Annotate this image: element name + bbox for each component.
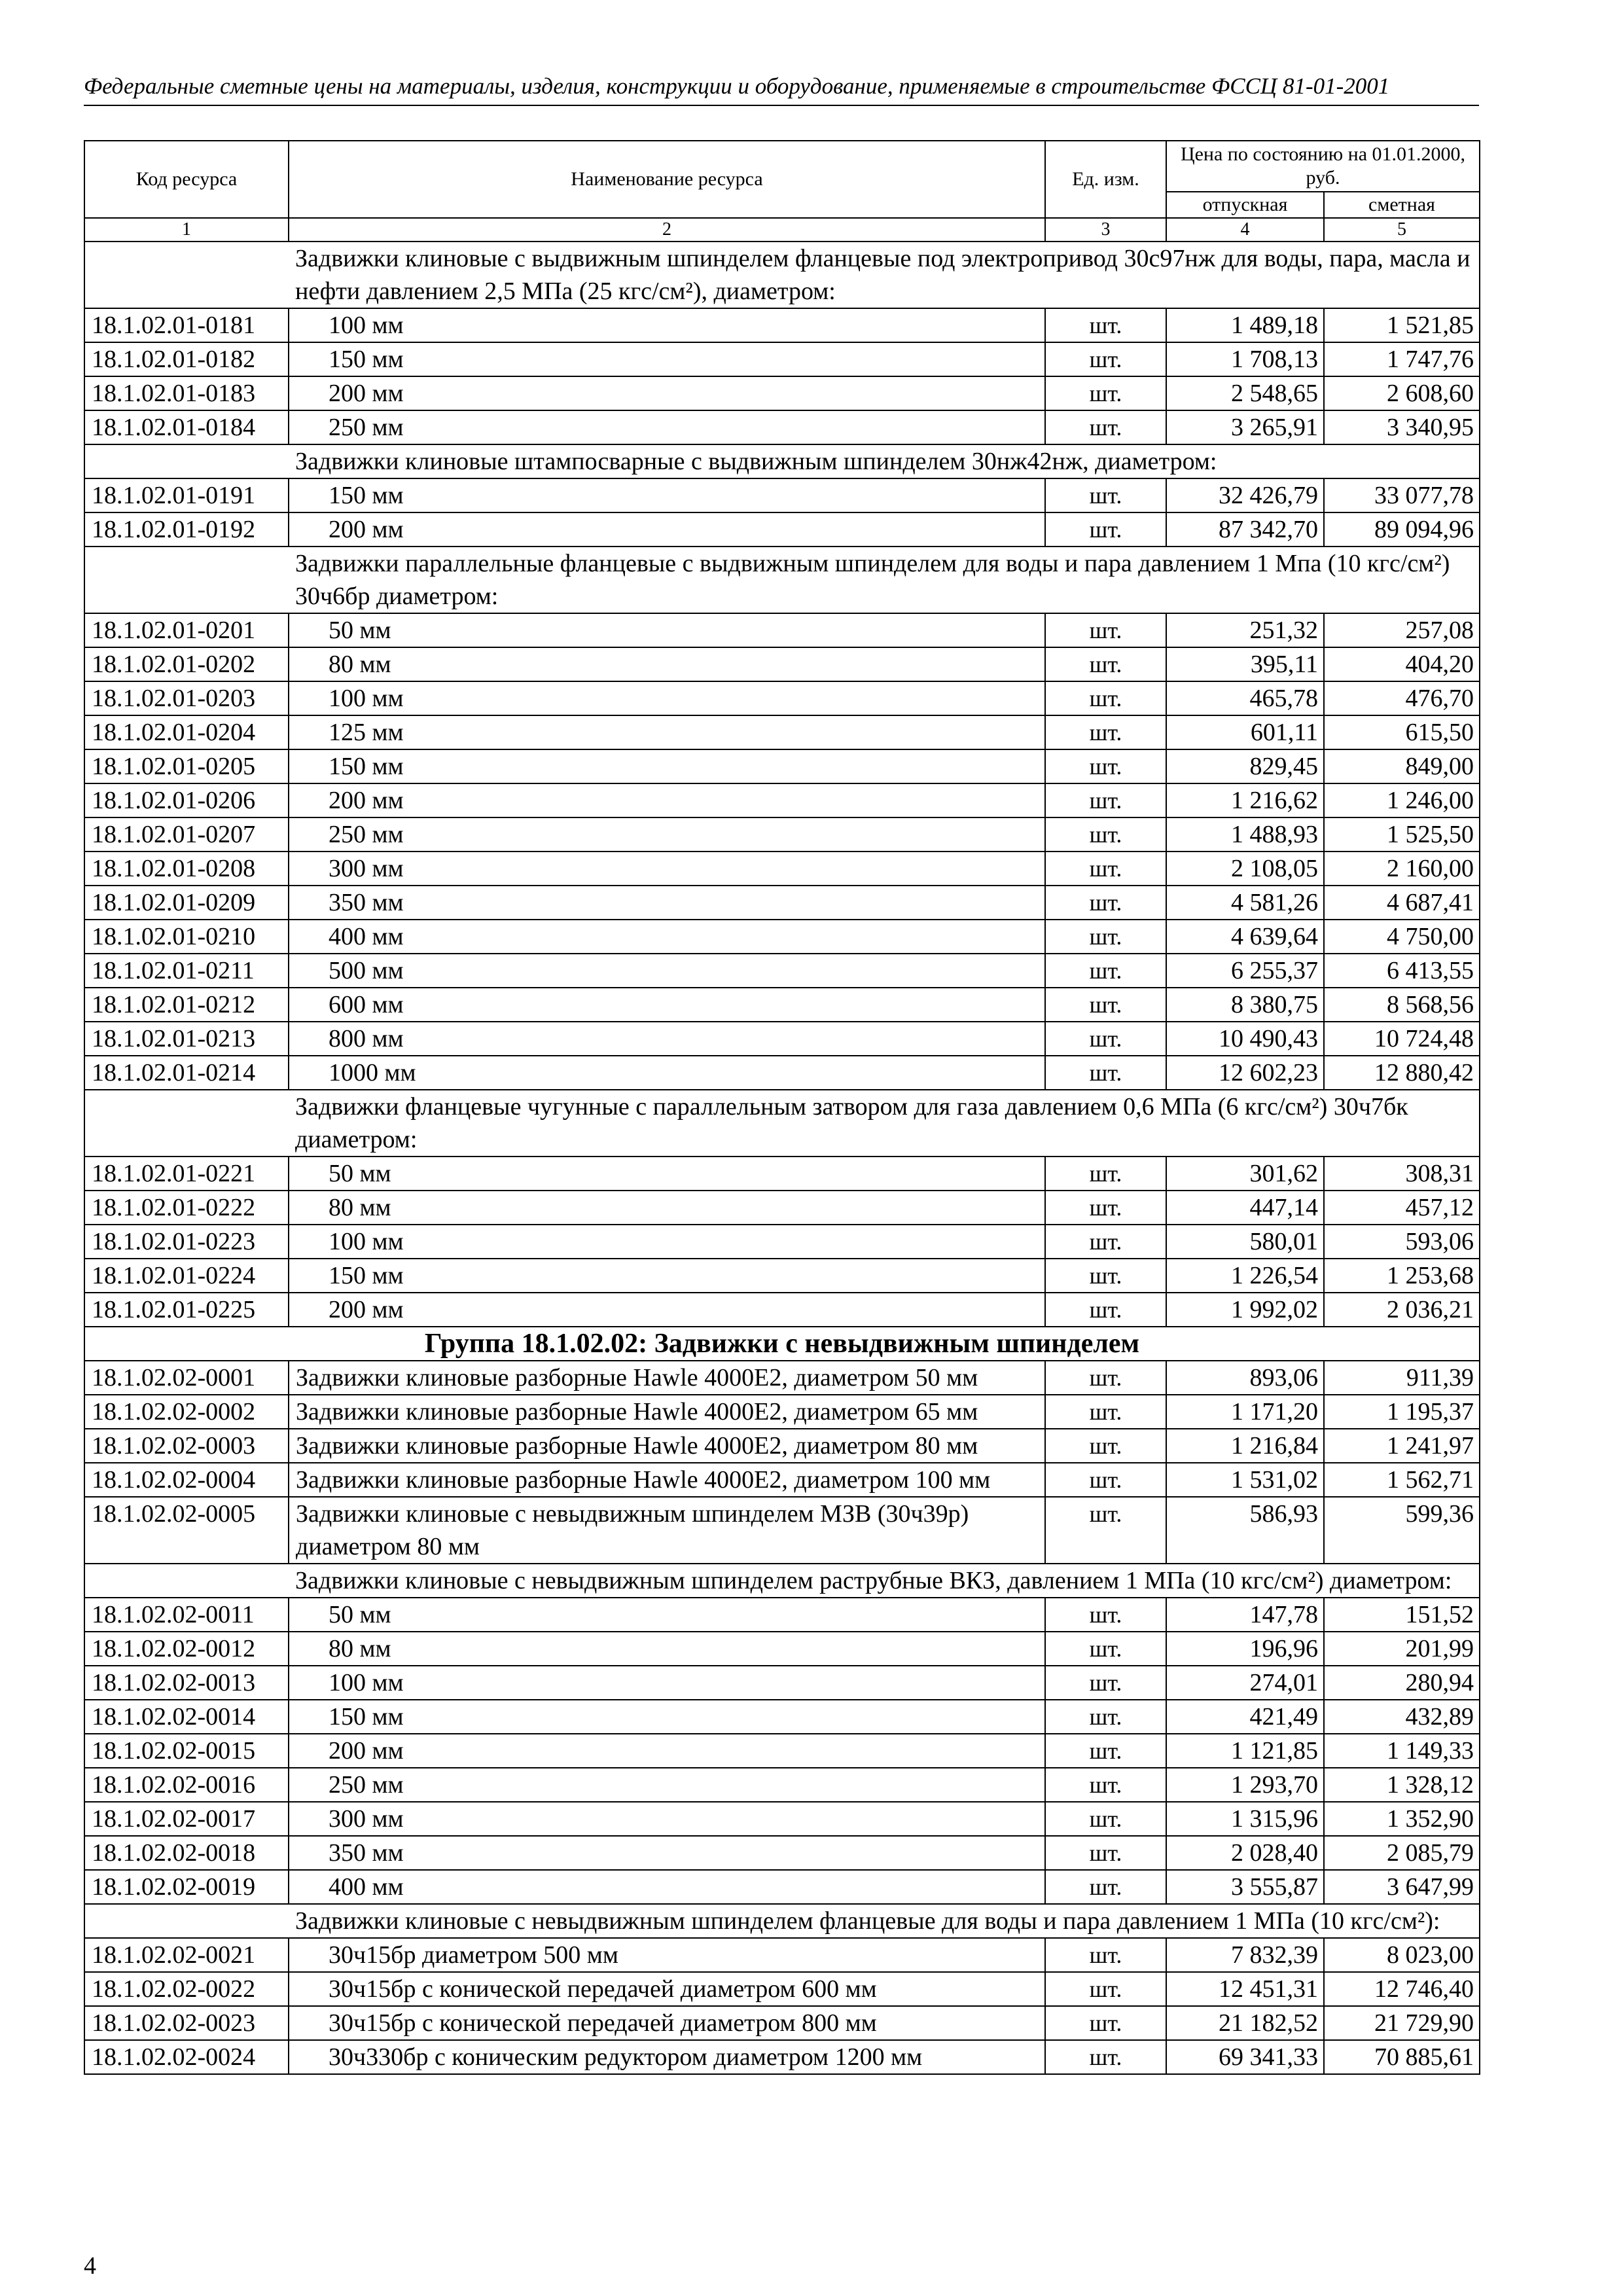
resource-name: Задвижки клиновые разборные Hawle 4000E2, диаметром 65 мм — [289, 1395, 1045, 1429]
estimate-price: 593,06 — [1324, 1225, 1480, 1259]
estimate-price: 12 880,42 — [1324, 1056, 1480, 1090]
resource-name: 150 мм — [289, 478, 1045, 512]
resource-code: 18.1.02.01-0224 — [84, 1259, 289, 1293]
estimate-price: 308,31 — [1324, 1157, 1480, 1191]
estimate-price: 911,39 — [1324, 1361, 1480, 1395]
table-row — [84, 1632, 1480, 1666]
table-row — [84, 1802, 1480, 1836]
resource-name: 350 мм — [289, 886, 1045, 920]
resource-name: 150 мм — [289, 1259, 1045, 1293]
table-row — [84, 1293, 1480, 1327]
table-row — [84, 886, 1480, 920]
unit: шт. — [1045, 954, 1166, 988]
table-row — [84, 1497, 1480, 1564]
table-row — [84, 988, 1480, 1022]
resource-code: 18.1.02.02-0015 — [84, 1734, 289, 1768]
estimate-price: 12 746,40 — [1324, 1972, 1480, 2006]
estimate-price: 2 160,00 — [1324, 852, 1480, 886]
unit: шт. — [1045, 783, 1166, 817]
estimate-price: 1 241,97 — [1324, 1429, 1480, 1463]
table-row — [84, 1836, 1480, 1870]
unit: шт. — [1045, 1802, 1166, 1836]
resource-name: 150 мм — [289, 749, 1045, 783]
resource-code: 18.1.02.02-0019 — [84, 1870, 289, 1904]
resource-name: 30ч15бр с конической передачей диаметром 600 мм — [289, 1972, 1045, 2006]
resource-name: 50 мм — [289, 1157, 1045, 1191]
column-number: 4 — [1166, 218, 1324, 242]
unit: шт. — [1045, 1463, 1166, 1497]
resource-code: 18.1.02.02-0001 — [84, 1361, 289, 1395]
table-row — [84, 1938, 1480, 1972]
empty-cell — [84, 547, 289, 613]
unit: шт. — [1045, 1870, 1166, 1904]
release-price: 2 548,65 — [1166, 376, 1324, 410]
table-row — [84, 1191, 1480, 1225]
unit: шт. — [1045, 852, 1166, 886]
unit: шт. — [1045, 886, 1166, 920]
unit: шт. — [1045, 647, 1166, 681]
release-price: 580,01 — [1166, 1225, 1324, 1259]
header-estimate-price: сметная — [1324, 192, 1480, 218]
table-row — [84, 783, 1480, 817]
section-row — [84, 547, 1480, 613]
release-price: 893,06 — [1166, 1361, 1324, 1395]
table-row — [84, 512, 1480, 547]
table-row — [84, 920, 1480, 954]
release-price: 251,32 — [1166, 613, 1324, 647]
estimate-price: 1 246,00 — [1324, 783, 1480, 817]
resource-name: Задвижки клиновые с невыдвижным шпинделем МЗВ (30ч39р) диаметром 80 мм — [289, 1497, 1045, 1564]
estimate-price: 89 094,96 — [1324, 512, 1480, 547]
release-price: 1 293,70 — [1166, 1768, 1324, 1802]
section-row — [84, 242, 1480, 308]
table-row — [84, 1700, 1480, 1734]
resource-code: 18.1.02.01-0221 — [84, 1157, 289, 1191]
estimate-price: 1 195,37 — [1324, 1395, 1480, 1429]
release-price: 10 490,43 — [1166, 1022, 1324, 1056]
estimate-price: 3 340,95 — [1324, 410, 1480, 444]
resource-name: 30ч15бр с конической передачей диаметром 800 мм — [289, 2006, 1045, 2040]
release-price: 447,14 — [1166, 1191, 1324, 1225]
unit: шт. — [1045, 1361, 1166, 1395]
resource-code: 18.1.02.01-0223 — [84, 1225, 289, 1259]
estimate-price: 432,89 — [1324, 1700, 1480, 1734]
resource-code: 18.1.02.02-0022 — [84, 1972, 289, 2006]
resource-code: 18.1.02.01-0202 — [84, 647, 289, 681]
resource-name: 50 мм — [289, 1598, 1045, 1632]
release-price: 3 265,91 — [1166, 410, 1324, 444]
price-table — [84, 140, 1480, 2075]
table-row — [84, 1598, 1480, 1632]
unit: шт. — [1045, 749, 1166, 783]
release-price: 1 488,93 — [1166, 817, 1324, 852]
table-row — [84, 1972, 1480, 2006]
resource-name: 350 мм — [289, 1836, 1045, 1870]
section-title: Задвижки клиновые с невыдвижным шпинделем раструбные ВКЗ, давлением 1 МПа (10 кгс/см²) диаметром: — [289, 1564, 1480, 1598]
resource-name: 30ч15бр диаметром 500 мм — [289, 1938, 1045, 1972]
estimate-price: 4 750,00 — [1324, 920, 1480, 954]
release-price: 395,11 — [1166, 647, 1324, 681]
resource-code: 18.1.02.01-0204 — [84, 715, 289, 749]
estimate-price: 33 077,78 — [1324, 478, 1480, 512]
table-row — [84, 1361, 1480, 1395]
resource-name: 100 мм — [289, 1225, 1045, 1259]
release-price: 12 602,23 — [1166, 1056, 1324, 1090]
resource-code: 18.1.02.01-0184 — [84, 410, 289, 444]
resource-name: 250 мм — [289, 410, 1045, 444]
resource-name: Задвижки клиновые разборные Hawle 4000E2, диаметром 100 мм — [289, 1463, 1045, 1497]
table-row — [84, 817, 1480, 852]
table-row — [84, 342, 1480, 376]
estimate-price: 2 608,60 — [1324, 376, 1480, 410]
resource-code: 18.1.02.01-0213 — [84, 1022, 289, 1056]
resource-name: 50 мм — [289, 613, 1045, 647]
resource-name: Задвижки клиновые разборные Hawle 4000E2, диаметром 80 мм — [289, 1429, 1045, 1463]
unit: шт. — [1045, 1938, 1166, 1972]
resource-code: 18.1.02.01-0210 — [84, 920, 289, 954]
unit: шт. — [1045, 1497, 1166, 1564]
resource-code: 18.1.02.02-0011 — [84, 1598, 289, 1632]
unit: шт. — [1045, 1972, 1166, 2006]
resource-name: 80 мм — [289, 1191, 1045, 1225]
release-price: 301,62 — [1166, 1157, 1324, 1191]
unit: шт. — [1045, 1191, 1166, 1225]
resource-name: 80 мм — [289, 1632, 1045, 1666]
release-price: 1 708,13 — [1166, 342, 1324, 376]
unit: шт. — [1045, 1700, 1166, 1734]
resource-code: 18.1.02.02-0021 — [84, 1938, 289, 1972]
resource-name: 300 мм — [289, 1802, 1045, 1836]
resource-name: 125 мм — [289, 715, 1045, 749]
estimate-price: 1 149,33 — [1324, 1734, 1480, 1768]
estimate-price: 6 413,55 — [1324, 954, 1480, 988]
estimate-price: 4 687,41 — [1324, 886, 1480, 920]
resource-code: 18.1.02.01-0181 — [84, 308, 289, 342]
resource-name: 300 мм — [289, 852, 1045, 886]
resource-code: 18.1.02.02-0005 — [84, 1497, 289, 1564]
release-price: 7 832,39 — [1166, 1938, 1324, 1972]
estimate-price: 10 724,48 — [1324, 1022, 1480, 1056]
section-row — [84, 1904, 1480, 1938]
table-row — [84, 1225, 1480, 1259]
table-row — [84, 749, 1480, 783]
group-heading-row — [84, 1327, 1480, 1361]
resource-name: 800 мм — [289, 1022, 1045, 1056]
release-price: 829,45 — [1166, 749, 1324, 783]
release-price: 1 226,54 — [1166, 1259, 1324, 1293]
group-title: Группа 18.1.02.02: Задвижки с невыдвижным шпинделем — [84, 1327, 1480, 1361]
estimate-price: 201,99 — [1324, 1632, 1480, 1666]
estimate-price: 404,20 — [1324, 647, 1480, 681]
resource-code: 18.1.02.01-0191 — [84, 478, 289, 512]
table-row — [84, 410, 1480, 444]
estimate-price: 2 085,79 — [1324, 1836, 1480, 1870]
unit: шт. — [1045, 1429, 1166, 1463]
table-body — [84, 242, 1480, 2074]
release-price: 1 121,85 — [1166, 1734, 1324, 1768]
release-price: 8 380,75 — [1166, 988, 1324, 1022]
release-price: 421,49 — [1166, 1700, 1324, 1734]
resource-name: 250 мм — [289, 1768, 1045, 1802]
table-row — [84, 1157, 1480, 1191]
estimate-price: 280,94 — [1324, 1666, 1480, 1700]
section-row — [84, 444, 1480, 478]
empty-cell — [84, 1090, 289, 1157]
release-price: 4 639,64 — [1166, 920, 1324, 954]
resource-code: 18.1.02.02-0004 — [84, 1463, 289, 1497]
page-number: 4 — [84, 2252, 96, 2280]
resource-name: 100 мм — [289, 308, 1045, 342]
resource-code: 18.1.02.01-0205 — [84, 749, 289, 783]
resource-name: 200 мм — [289, 1293, 1045, 1327]
estimate-price: 849,00 — [1324, 749, 1480, 783]
resource-code: 18.1.02.02-0024 — [84, 2040, 289, 2074]
resource-code: 18.1.02.02-0014 — [84, 1700, 289, 1734]
section-row — [84, 1090, 1480, 1157]
unit: шт. — [1045, 1225, 1166, 1259]
unit: шт. — [1045, 1022, 1166, 1056]
resource-code: 18.1.02.02-0017 — [84, 1802, 289, 1836]
unit: шт. — [1045, 1836, 1166, 1870]
release-price: 32 426,79 — [1166, 478, 1324, 512]
table-row — [84, 2040, 1480, 2074]
resource-code: 18.1.02.01-0212 — [84, 988, 289, 1022]
estimate-price: 70 885,61 — [1324, 2040, 1480, 2074]
resource-name: 150 мм — [289, 1700, 1045, 1734]
release-price: 1 489,18 — [1166, 308, 1324, 342]
resource-name: 200 мм — [289, 1734, 1045, 1768]
table-row — [84, 647, 1480, 681]
column-number: 3 — [1045, 218, 1166, 242]
unit: шт. — [1045, 1768, 1166, 1802]
estimate-price: 476,70 — [1324, 681, 1480, 715]
resource-name: Задвижки клиновые разборные Hawle 4000E2, диаметром 50 мм — [289, 1361, 1045, 1395]
resource-code: 18.1.02.02-0016 — [84, 1768, 289, 1802]
table-row — [84, 954, 1480, 988]
table-row — [84, 681, 1480, 715]
column-number: 5 — [1324, 218, 1480, 242]
header-price: Цена по состоянию на 01.01.2000, руб. — [1166, 141, 1480, 192]
header-name: Наименование ресурса — [289, 141, 1045, 218]
release-price: 69 341,33 — [1166, 2040, 1324, 2074]
resource-name: 500 мм — [289, 954, 1045, 988]
release-price: 1 315,96 — [1166, 1802, 1324, 1836]
empty-cell — [84, 444, 289, 478]
header-code: Код ресурса — [84, 141, 289, 218]
resource-name: 400 мм — [289, 920, 1045, 954]
empty-cell — [84, 1564, 289, 1598]
resource-name: 1000 мм — [289, 1056, 1045, 1090]
unit: шт. — [1045, 715, 1166, 749]
estimate-price: 151,52 — [1324, 1598, 1480, 1632]
header-release-price: отпускная — [1166, 192, 1324, 218]
unit: шт. — [1045, 817, 1166, 852]
table-row — [84, 715, 1480, 749]
resource-code: 18.1.02.02-0018 — [84, 1836, 289, 1870]
release-price: 147,78 — [1166, 1598, 1324, 1632]
table-row — [84, 1870, 1480, 1904]
estimate-price: 1 352,90 — [1324, 1802, 1480, 1836]
column-number: 1 — [84, 218, 289, 242]
section-row — [84, 1564, 1480, 1598]
section-title: Задвижки клиновые с невыдвижным шпинделем фланцевые для воды и пара давлением 1 МПа (10 кгс/см²): — [289, 1904, 1480, 1938]
resource-code: 18.1.02.01-0203 — [84, 681, 289, 715]
column-number: 2 — [289, 218, 1045, 242]
table-row — [84, 1768, 1480, 1802]
estimate-price: 1 328,12 — [1324, 1768, 1480, 1802]
unit: шт. — [1045, 1598, 1166, 1632]
resource-code: 18.1.02.02-0013 — [84, 1666, 289, 1700]
section-title: Задвижки параллельные фланцевые с выдвижным шпинделем для воды и пара давлением 1 Мпа (10 кгс/см²) 30ч6бр диаметром: — [289, 547, 1480, 613]
unit: шт. — [1045, 681, 1166, 715]
table-row — [84, 1666, 1480, 1700]
resource-code: 18.1.02.01-0182 — [84, 342, 289, 376]
unit: шт. — [1045, 410, 1166, 444]
resource-name: 200 мм — [289, 783, 1045, 817]
unit: шт. — [1045, 1259, 1166, 1293]
unit: шт. — [1045, 308, 1166, 342]
resource-code: 18.1.02.02-0023 — [84, 2006, 289, 2040]
unit: шт. — [1045, 1157, 1166, 1191]
release-price: 1 531,02 — [1166, 1463, 1324, 1497]
resource-code: 18.1.02.01-0206 — [84, 783, 289, 817]
resource-name: 80 мм — [289, 647, 1045, 681]
estimate-price: 1 562,71 — [1324, 1463, 1480, 1497]
release-price: 12 451,31 — [1166, 1972, 1324, 2006]
unit: шт. — [1045, 1056, 1166, 1090]
estimate-price: 615,50 — [1324, 715, 1480, 749]
table-row — [84, 478, 1480, 512]
table-row — [84, 1022, 1480, 1056]
resource-name: 600 мм — [289, 988, 1045, 1022]
release-price: 1 171,20 — [1166, 1395, 1324, 1429]
table-row — [84, 308, 1480, 342]
release-price: 196,96 — [1166, 1632, 1324, 1666]
release-price: 2 108,05 — [1166, 852, 1324, 886]
release-price: 3 555,87 — [1166, 1870, 1324, 1904]
resource-name: 100 мм — [289, 1666, 1045, 1700]
resource-code: 18.1.02.01-0183 — [84, 376, 289, 410]
release-price: 1 216,62 — [1166, 783, 1324, 817]
release-price: 6 255,37 — [1166, 954, 1324, 988]
unit: шт. — [1045, 1293, 1166, 1327]
resource-code: 18.1.02.01-0209 — [84, 886, 289, 920]
table-row — [84, 1463, 1480, 1497]
estimate-price: 1 253,68 — [1324, 1259, 1480, 1293]
empty-cell — [84, 1904, 289, 1938]
resource-code: 18.1.02.01-0222 — [84, 1191, 289, 1225]
unit: шт. — [1045, 920, 1166, 954]
estimate-price: 8 023,00 — [1324, 1938, 1480, 1972]
unit: шт. — [1045, 512, 1166, 547]
table-row — [84, 1429, 1480, 1463]
release-price: 4 581,26 — [1166, 886, 1324, 920]
release-price: 274,01 — [1166, 1666, 1324, 1700]
estimate-price: 457,12 — [1324, 1191, 1480, 1225]
table-row — [84, 852, 1480, 886]
table-row — [84, 613, 1480, 647]
table-row — [84, 2006, 1480, 2040]
estimate-price: 3 647,99 — [1324, 1870, 1480, 1904]
resource-name: 200 мм — [289, 512, 1045, 547]
resource-code: 18.1.02.02-0002 — [84, 1395, 289, 1429]
table-row — [84, 1056, 1480, 1090]
estimate-price: 257,08 — [1324, 613, 1480, 647]
resource-name: 200 мм — [289, 376, 1045, 410]
estimate-price: 1 521,85 — [1324, 308, 1480, 342]
unit: шт. — [1045, 1632, 1166, 1666]
resource-name: 30ч330бр с коническим редуктором диаметром 1200 мм — [289, 2040, 1045, 2074]
unit: шт. — [1045, 988, 1166, 1022]
unit: шт. — [1045, 2006, 1166, 2040]
section-title: Задвижки фланцевые чугунные с параллельным затвором для газа давлением 0,6 МПа (6 кгс/см²) 30ч7бк диаметром: — [289, 1090, 1480, 1157]
release-price: 1 216,84 — [1166, 1429, 1324, 1463]
running-header: Федеральные сметные цены на материалы, изделия, конструкции и оборудование, применяемые в строительстве ФССЦ 81-01-2001 — [84, 73, 1479, 106]
resource-code: 18.1.02.02-0012 — [84, 1632, 289, 1666]
resource-code: 18.1.02.01-0192 — [84, 512, 289, 547]
section-title: Задвижки клиновые штампосварные с выдвижным шпинделем 30нж42нж, диаметром: — [289, 444, 1480, 478]
release-price: 2 028,40 — [1166, 1836, 1324, 1870]
resource-code: 18.1.02.01-0214 — [84, 1056, 289, 1090]
resource-code: 18.1.02.01-0201 — [84, 613, 289, 647]
resource-name: 400 мм — [289, 1870, 1045, 1904]
release-price: 87 342,70 — [1166, 512, 1324, 547]
resource-code: 18.1.02.02-0003 — [84, 1429, 289, 1463]
table-row — [84, 1734, 1480, 1768]
table-row — [84, 1259, 1480, 1293]
estimate-price: 21 729,90 — [1324, 2006, 1480, 2040]
release-price: 601,11 — [1166, 715, 1324, 749]
unit: шт. — [1045, 613, 1166, 647]
resource-code: 18.1.02.01-0211 — [84, 954, 289, 988]
release-price: 465,78 — [1166, 681, 1324, 715]
estimate-price: 1 747,76 — [1324, 342, 1480, 376]
resource-code: 18.1.02.01-0208 — [84, 852, 289, 886]
resource-name: 100 мм — [289, 681, 1045, 715]
resource-code: 18.1.02.01-0207 — [84, 817, 289, 852]
resource-name: 150 мм — [289, 342, 1045, 376]
estimate-price: 1 525,50 — [1324, 817, 1480, 852]
unit: шт. — [1045, 376, 1166, 410]
estimate-price: 599,36 — [1324, 1497, 1480, 1564]
unit: шт. — [1045, 2040, 1166, 2074]
unit: шт. — [1045, 1395, 1166, 1429]
release-price: 586,93 — [1166, 1497, 1324, 1564]
table-row — [84, 376, 1480, 410]
unit: шт. — [1045, 1734, 1166, 1768]
unit: шт. — [1045, 478, 1166, 512]
release-price: 1 992,02 — [1166, 1293, 1324, 1327]
resource-name: 250 мм — [289, 817, 1045, 852]
estimate-price: 8 568,56 — [1324, 988, 1480, 1022]
table-row — [84, 1395, 1480, 1429]
unit: шт. — [1045, 1666, 1166, 1700]
resource-code: 18.1.02.01-0225 — [84, 1293, 289, 1327]
unit: шт. — [1045, 342, 1166, 376]
section-title: Задвижки клиновые с выдвижным шпинделем фланцевые под электропривод 30с97нж для воды, пара, масла и нефти давлением 2,5 МПа (25 кгс/см²), диаметром: — [289, 242, 1480, 308]
empty-cell — [84, 242, 289, 308]
estimate-price: 2 036,21 — [1324, 1293, 1480, 1327]
release-price: 21 182,52 — [1166, 2006, 1324, 2040]
header-unit: Ед. изм. — [1045, 141, 1166, 218]
